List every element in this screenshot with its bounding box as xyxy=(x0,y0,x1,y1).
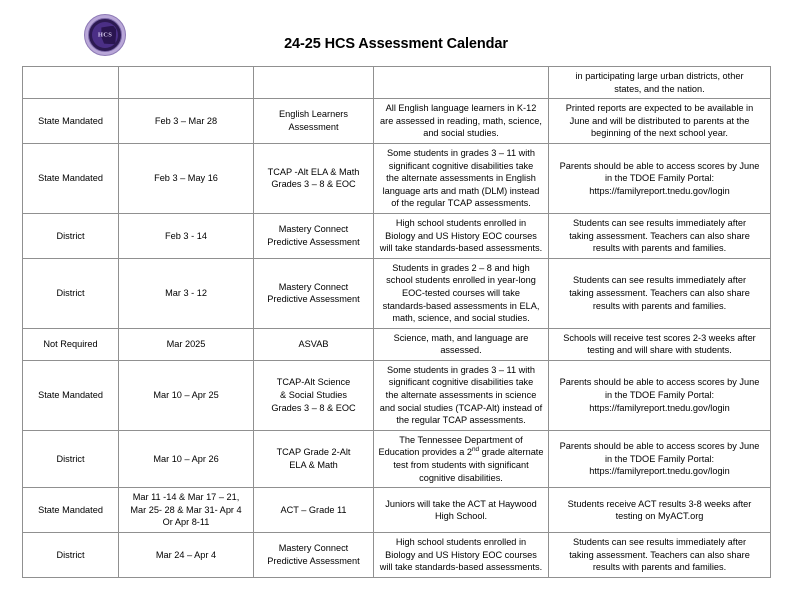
assessment-calendar-table-wrapper xyxy=(22,66,770,578)
text-line: Predictive Assessment xyxy=(267,555,360,566)
text-line: states, and the nation. xyxy=(614,83,705,94)
text-line: Some students in grades 3 – 11 with xyxy=(387,147,535,158)
table-row xyxy=(23,67,771,99)
cell-results xyxy=(549,430,771,487)
table-row xyxy=(23,430,771,487)
text-line: in the TDOE Family Portal: xyxy=(604,173,715,184)
text-line: the alternate assessments in English xyxy=(386,173,536,184)
text-line: ACT – Grade 11 xyxy=(280,504,347,515)
text-line: High school students enrolled in xyxy=(395,537,527,547)
cell-category: State Mandated xyxy=(23,488,119,533)
text-line: taking assessment. Teachers can also share xyxy=(569,230,750,241)
text-line: are assessed in reading, math, science, xyxy=(380,115,542,126)
cell-category: District xyxy=(23,430,119,487)
cell-results xyxy=(549,99,771,144)
text-line: Parents should be able to access scores by June xyxy=(559,441,760,452)
table-row xyxy=(23,143,771,213)
cell-description xyxy=(374,67,549,99)
text-line: Grades 3 – 8 & EOC xyxy=(271,402,356,413)
text-line: in the TDOE Family Portal: xyxy=(604,390,715,401)
text-line: results with parents and families. xyxy=(592,300,727,311)
cell-category: Not Required xyxy=(23,328,119,360)
text-line: school students enrolled in year-long xyxy=(386,275,536,286)
table-row xyxy=(23,533,771,578)
cell-assessment xyxy=(254,430,374,487)
cell-category: State Mandated xyxy=(23,360,119,430)
document-header xyxy=(0,0,792,66)
seal-label: HCS xyxy=(97,31,113,39)
text-line: assessed. xyxy=(440,345,482,356)
text-line: Science, math, and language are xyxy=(393,332,529,343)
cell-assessment xyxy=(254,67,374,99)
cell-results xyxy=(549,258,771,328)
cell-assessment xyxy=(254,213,374,258)
cell-category xyxy=(23,67,119,99)
text-line: Biology and US History EOC courses xyxy=(385,230,537,241)
cell-description: The Tennessee Department of Education provides a 2nd grade alternate test from students with significant cognitive disabilities. xyxy=(374,430,549,487)
cell-assessment xyxy=(254,488,374,533)
cell-description xyxy=(374,328,549,360)
text-line: will take standards-based assessments. xyxy=(379,562,543,573)
text-line: https://familyreport.tnedu.gov/login xyxy=(589,466,730,477)
text-line: Students can see results immediately after xyxy=(572,275,747,286)
text-line: significant cognitive disabilities take xyxy=(388,160,534,171)
text-line: TCAP-Alt Science xyxy=(276,377,351,388)
text-line: Mastery Connect xyxy=(278,543,349,554)
text-line: Schools will receive test scores 2-3 weeks after xyxy=(563,332,756,343)
cell-assessment xyxy=(254,143,374,213)
text-line: https://familyreport.tnedu.gov/login xyxy=(589,185,730,196)
table-row xyxy=(23,213,771,258)
text-line: Mar 25- 28 & Mar 31- Apr 4 xyxy=(130,504,242,515)
cell-dates: Mar 2025 xyxy=(119,328,254,360)
text-line: Juniors will take the ACT at Haywood xyxy=(385,498,537,509)
text-line: Some students in grades 3 – 11 with xyxy=(387,364,535,375)
cell-results xyxy=(549,143,771,213)
table-row xyxy=(23,99,771,144)
cell-description xyxy=(374,143,549,213)
text-line: taking assessment. Teachers can also share xyxy=(569,549,750,560)
cell-results xyxy=(549,67,771,99)
text-line: TCAP Grade 2-Alt xyxy=(276,447,351,458)
text-line: EOC-tested courses will take xyxy=(402,287,520,298)
cell-category: District xyxy=(23,213,119,258)
text-line: and social studies. xyxy=(423,128,499,139)
cell-dates xyxy=(119,488,254,533)
text-line: TCAP -Alt ELA & Math xyxy=(267,166,360,177)
text-line: Mastery Connect xyxy=(278,281,349,292)
cell-dates: Mar 24 – Apr 4 xyxy=(119,533,254,578)
text-line: Students receive ACT results 3-8 weeks after xyxy=(567,498,752,509)
text-line: Students can see results immediately after xyxy=(572,217,747,228)
cell-dates: Feb 3 – Mar 28 xyxy=(119,99,254,144)
text-line: & Social Studies xyxy=(280,390,347,401)
text-line: Assessment xyxy=(288,122,339,133)
text-line: Predictive Assessment xyxy=(267,236,360,247)
text-line: taking assessment. Teachers can also share xyxy=(569,287,750,298)
text-line: Predictive Assessment xyxy=(267,294,360,305)
cell-description xyxy=(374,360,549,430)
text-line: testing and will share with students. xyxy=(587,345,732,356)
text-line: https://familyreport.tnedu.gov/login xyxy=(589,402,730,413)
text-line: Mar 11 -14 & Mar 17 – 21, xyxy=(132,492,240,503)
cell-description xyxy=(374,533,549,578)
cell-assessment xyxy=(254,360,374,430)
text-line: math, science, and social studies. xyxy=(392,313,530,324)
cell-description xyxy=(374,99,549,144)
text-line: June and will be distributed to parents at the xyxy=(569,115,750,126)
cell-results xyxy=(549,213,771,258)
text-line: results with parents and families. xyxy=(592,562,727,573)
cell-assessment xyxy=(254,99,374,144)
text-line: English Learners xyxy=(279,109,348,120)
text-line: significant cognitive disabilities take xyxy=(388,377,534,388)
cell-category: District xyxy=(23,533,119,578)
text-line: ELA & Math xyxy=(289,460,338,471)
text-line: standards-based assessments in ELA, xyxy=(382,300,540,311)
cell-results xyxy=(549,488,771,533)
cell-category: District xyxy=(23,258,119,328)
text-line: Parents should be able to access scores by June xyxy=(559,377,760,388)
cell-description xyxy=(374,488,549,533)
text-line: Printed reports are expected to be available in xyxy=(565,103,754,114)
cell-results xyxy=(549,328,771,360)
text-line: Biology and US History EOC courses xyxy=(385,549,537,560)
text-line: in the TDOE Family Portal: xyxy=(604,453,715,464)
text-line: Students can see results immediately after xyxy=(572,537,747,547)
text-line: Students in grades 2 – 8 and high xyxy=(392,262,530,273)
cell-description xyxy=(374,258,549,328)
text-line: All English language learners in K-12 xyxy=(385,103,537,114)
table-row xyxy=(23,258,771,328)
text-line: Grades 3 – 8 & EOC xyxy=(271,179,356,190)
text-line: language arts and math (DLM) instead xyxy=(382,185,540,196)
text-line: Or Apr 8-11 xyxy=(162,517,210,528)
cell-dates: Feb 3 - 14 xyxy=(119,213,254,258)
cell-dates: Feb 3 – May 16 xyxy=(119,143,254,213)
cell-assessment xyxy=(254,328,374,360)
page-title: 24-25 HCS Assessment Calendar xyxy=(284,36,508,52)
cell-assessment xyxy=(254,533,374,578)
text-line: ASVAB xyxy=(298,338,329,349)
cell-dates: Mar 10 – Apr 26 xyxy=(119,430,254,487)
text-line: the regular TCAP assessments. xyxy=(396,415,526,426)
text-line: will take standards-based assessments. xyxy=(379,243,543,254)
cell-dates xyxy=(119,67,254,99)
text-line: and social studies (TCAP-Alt) instead of xyxy=(379,402,543,413)
text-line: High School. xyxy=(434,511,488,522)
text-line: beginning of the next school year. xyxy=(591,128,728,139)
cell-description xyxy=(374,213,549,258)
text-line: High school students enrolled in xyxy=(395,217,527,228)
table-row xyxy=(23,328,771,360)
text-line: Parents should be able to access scores by June xyxy=(559,160,760,171)
text-line: Mastery Connect xyxy=(278,224,349,235)
cell-results xyxy=(549,360,771,430)
cell-category: State Mandated xyxy=(23,143,119,213)
cell-dates: Mar 3 - 12 xyxy=(119,258,254,328)
text-line: testing on MyACT.org xyxy=(615,511,704,522)
cell-assessment xyxy=(254,258,374,328)
text-line: of the regular TCAP assessments. xyxy=(391,198,531,209)
cell-category: State Mandated xyxy=(23,99,119,144)
cell-dates: Mar 10 – Apr 25 xyxy=(119,360,254,430)
text-line: results with parents and families. xyxy=(592,243,727,254)
assessment-calendar-table xyxy=(22,66,771,578)
assessment-calendar-body xyxy=(23,67,771,578)
text-line: the alternate assessments in science xyxy=(385,390,537,401)
cell-results xyxy=(549,533,771,578)
table-row xyxy=(23,360,771,430)
text-line: in participating large urban districts, other xyxy=(575,71,744,81)
table-row xyxy=(23,488,771,533)
